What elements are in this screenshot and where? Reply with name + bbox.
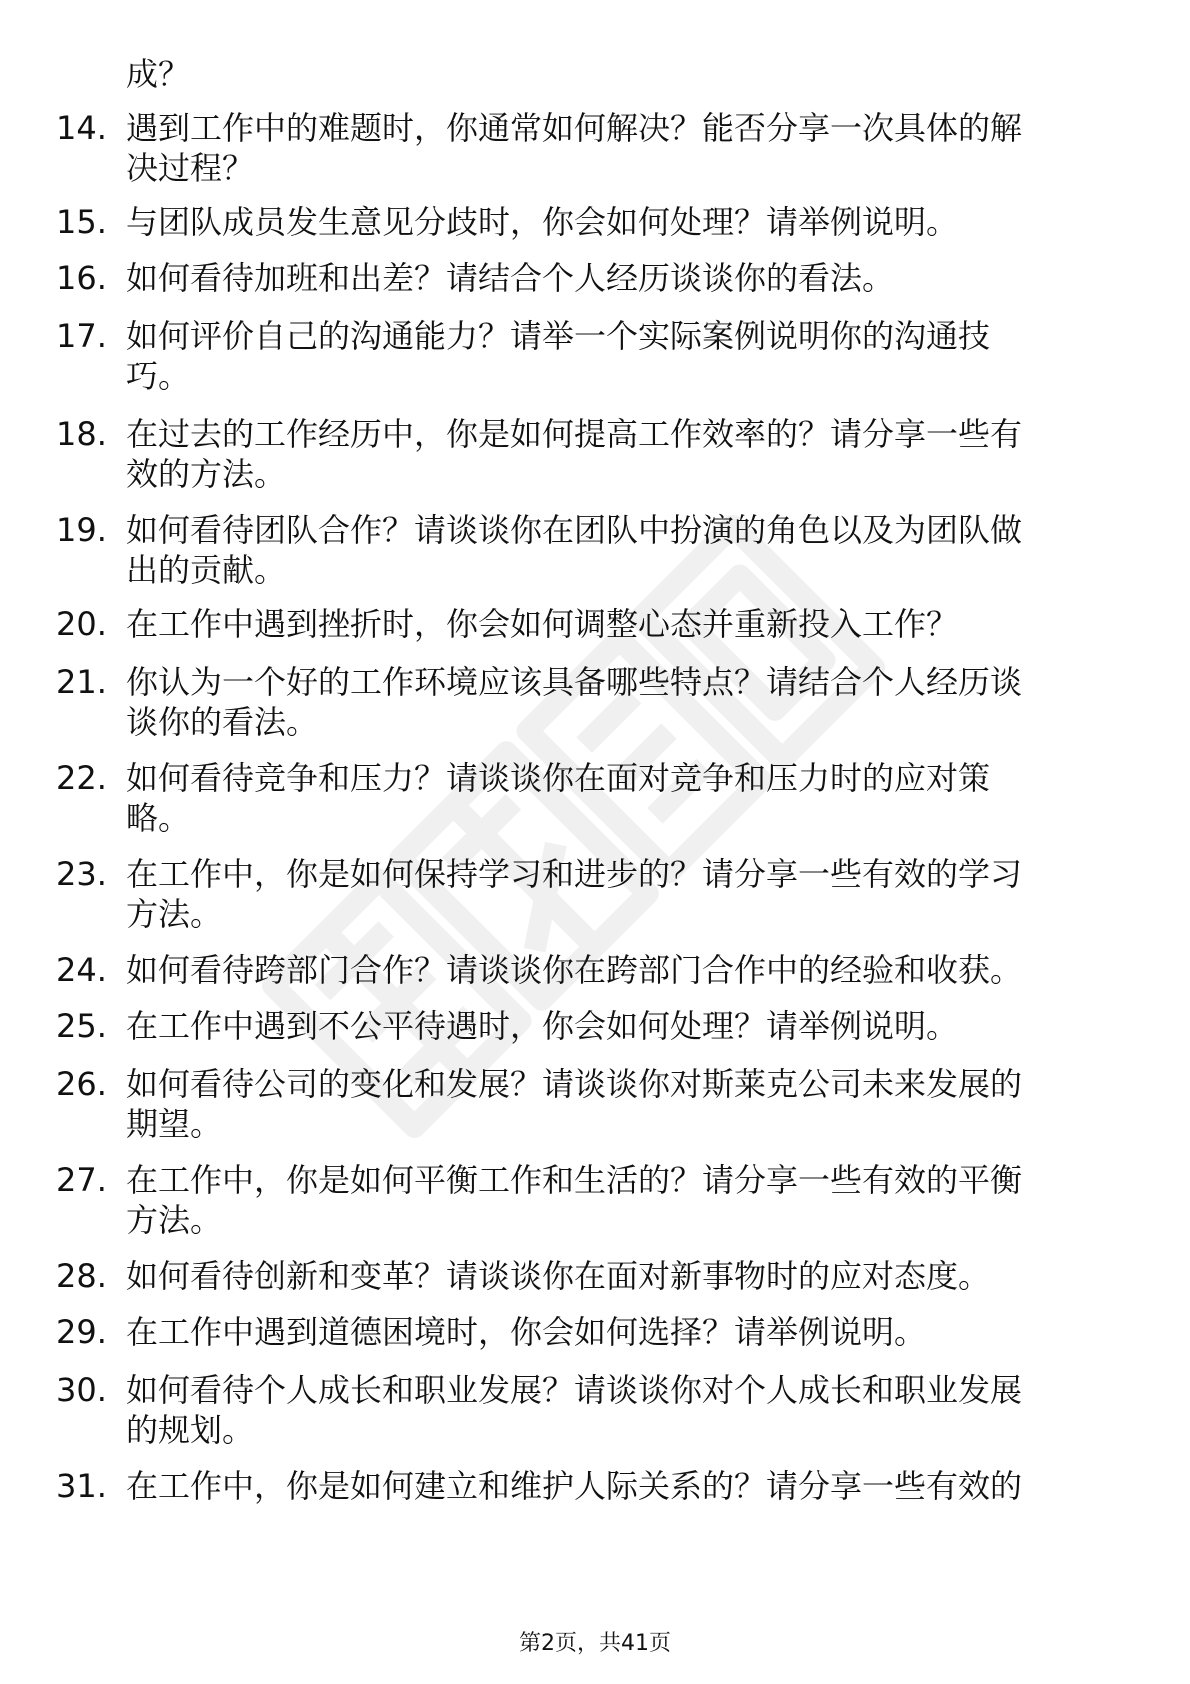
question-text: 如何看待团队合作？请谈谈你在团队中扮演的角色以及为团队做 出的贡献。 (126, 511, 1023, 589)
question-item (0, 202, 1190, 242)
question-number: 17. (56, 317, 107, 355)
question-number: 24. (56, 951, 107, 989)
question-number: 25. (56, 1007, 107, 1045)
question-number: 21. (56, 663, 107, 701)
question-item (0, 316, 1190, 396)
question-text: 遇到工作中的难题时，你通常如何解决？能否分享一次具体的解 决过程？ (126, 109, 1023, 187)
continuation-text: 成？ (126, 55, 191, 93)
question-number: 27. (56, 1161, 107, 1199)
question-number: 31. (56, 1467, 107, 1505)
question-text: 如何评价自己的沟通能力？请举一个实际案例说明你的沟通技 巧。 (126, 317, 991, 395)
question-item (0, 758, 1190, 838)
question-item (0, 604, 1190, 644)
question-item (0, 510, 1190, 590)
question-text: 你认为一个好的工作环境应该具备哪些特点？请结合个人经历谈 谈你的看法。 (126, 663, 1023, 741)
question-text: 在工作中遇到挫折时，你会如何调整心态并重新投入工作？ (126, 605, 959, 643)
question-number: 20. (56, 605, 107, 643)
question-text: 如何看待创新和变革？请谈谈你在面对新事物时的应对态度。 (126, 1257, 991, 1295)
question-number: 29. (56, 1313, 107, 1351)
question-text: 在工作中，你是如何保持学习和进步的？请分享一些有效的学习 方法。 (126, 855, 1023, 933)
question-item (0, 414, 1190, 494)
question-text: 在工作中遇到不公平待遇时，你会如何处理？请举例说明。 (126, 1007, 959, 1045)
question-number: 18. (56, 415, 107, 453)
question-item (0, 950, 1190, 990)
question-number: 14. (56, 109, 107, 147)
question-text: 如何看待公司的变化和发展？请谈谈你对斯莱克公司未来发展的 期望。 (126, 1065, 1023, 1143)
question-text: 在工作中，你是如何平衡工作和生活的？请分享一些有效的平衡 方法。 (126, 1161, 1023, 1239)
question-number: 15. (56, 203, 107, 241)
question-number: 30. (56, 1371, 107, 1409)
question-number: 28. (56, 1257, 107, 1295)
question-number: 26. (56, 1065, 107, 1103)
question-text: 如何看待个人成长和职业发展？请谈谈你对个人成长和职业发展 的规划。 (126, 1371, 1023, 1449)
question-item (0, 1256, 1190, 1296)
question-number: 22. (56, 759, 107, 797)
question-text: 在工作中遇到道德困境时，你会如何选择？请举例说明。 (126, 1313, 927, 1351)
question-item (0, 1466, 1190, 1506)
question-item (0, 1312, 1190, 1352)
question-text: 如何看待竞争和压力？请谈谈你在面对竞争和压力时的应对策 略。 (126, 759, 991, 837)
question-item (0, 108, 1190, 188)
question-item (0, 662, 1190, 742)
question-text: 与团队成员发生意见分歧时，你会如何处理？请举例说明。 (126, 203, 959, 241)
question-number: 19. (56, 511, 107, 549)
question-text: 如何看待跨部门合作？请谈谈你在跨部门合作中的经验和收获。 (126, 951, 1023, 989)
question-item (0, 1370, 1190, 1450)
question-text: 如何看待加班和出差？请结合个人经历谈谈你的看法。 (126, 259, 895, 297)
question-item (0, 1006, 1190, 1046)
question-item (0, 1160, 1190, 1240)
question-text: 在过去的工作经历中，你是如何提高工作效率的？请分享一些有 效的方法。 (126, 415, 1023, 493)
question-text: 在工作中，你是如何建立和维护人际关系的？请分享一些有效的 (126, 1467, 1023, 1505)
question-item (0, 854, 1190, 934)
question-number: 23. (56, 855, 107, 893)
question-item (0, 258, 1190, 298)
question-item (0, 1064, 1190, 1144)
page-footer: 第2页，共41页 (519, 1631, 671, 1656)
question-number: 16. (56, 259, 107, 297)
